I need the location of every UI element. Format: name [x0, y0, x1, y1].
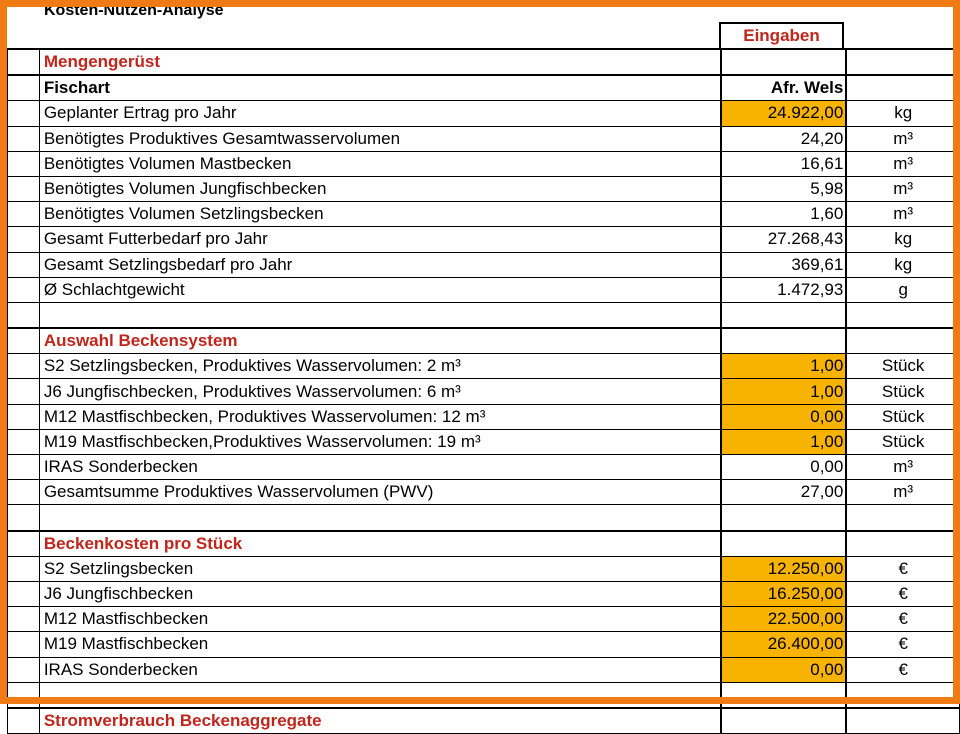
row-gutter-cell[interactable] — [8, 607, 40, 632]
label-cell[interactable]: Gesamt Setzlingsbedarf pro Jahr — [39, 252, 720, 277]
unit-cell[interactable]: € — [846, 607, 959, 632]
row-gutter-cell[interactable] — [8, 379, 40, 404]
value-cell[interactable] — [721, 708, 847, 734]
row-gutter-cell[interactable] — [8, 505, 40, 531]
label-cell[interactable]: J6 Jungfischbecken, Produktives Wasservolumen: 6 m³ — [39, 379, 720, 404]
label-cell[interactable]: Benötigtes Volumen Mastbecken — [39, 151, 720, 176]
row-gutter-cell[interactable] — [8, 556, 40, 581]
label-cell[interactable]: Geplanter Ertrag pro Jahr — [39, 101, 720, 126]
value-cell[interactable] — [721, 505, 847, 531]
input-value-cell[interactable]: 0,00 — [721, 657, 847, 682]
label-cell[interactable] — [39, 682, 720, 708]
unit-cell[interactable]: kg — [846, 227, 959, 252]
label-cell[interactable] — [39, 505, 720, 531]
label-cell[interactable] — [39, 302, 720, 328]
value-cell[interactable]: 0,00 — [721, 455, 847, 480]
table-row — [8, 126, 960, 151]
unit-cell[interactable]: g — [846, 277, 959, 302]
section-title-cell[interactable]: Beckenkosten pro Stück — [39, 531, 720, 557]
input-value-cell[interactable]: 1,00 — [721, 379, 847, 404]
unit-cell[interactable]: € — [846, 657, 959, 682]
column-header-row — [8, 75, 960, 101]
value-cell[interactable]: 369,61 — [721, 252, 847, 277]
unit-cell[interactable]: m³ — [846, 151, 959, 176]
value-cell[interactable]: 27,00 — [721, 480, 847, 505]
row-gutter-cell[interactable] — [8, 252, 40, 277]
value-cell[interactable]: 1,60 — [721, 202, 847, 227]
label-cell[interactable]: S2 Setzlingsbecken — [39, 556, 720, 581]
value-cell[interactable]: 24,20 — [721, 126, 847, 151]
table-row — [8, 227, 960, 252]
value-cell[interactable]: 1.472,93 — [721, 277, 847, 302]
input-value-cell[interactable]: 12.250,00 — [721, 556, 847, 581]
unit-cell[interactable] — [846, 328, 959, 354]
table-row — [8, 302, 960, 328]
label-cell[interactable]: M12 Mastfischbecken — [39, 607, 720, 632]
row-gutter-cell[interactable] — [8, 480, 40, 505]
row-gutter-cell[interactable] — [8, 49, 40, 75]
unit-cell[interactable]: m³ — [846, 480, 959, 505]
value-cell[interactable] — [721, 49, 847, 75]
row-gutter-cell[interactable] — [8, 531, 40, 557]
table-row — [8, 404, 960, 429]
unit-cell[interactable] — [846, 505, 959, 531]
row-gutter-cell[interactable] — [8, 657, 40, 682]
table-row — [8, 151, 960, 176]
table-row — [8, 354, 960, 379]
value-cell[interactable]: 16,61 — [721, 151, 847, 176]
unit-cell[interactable]: kg — [846, 101, 959, 126]
label-cell[interactable]: Benötigtes Volumen Setzlingsbecken — [39, 202, 720, 227]
row-gutter-cell[interactable] — [8, 202, 40, 227]
label-cell[interactable]: M19 Mastfischbecken — [39, 632, 720, 657]
unit-cell[interactable]: m³ — [846, 455, 959, 480]
unit-cell[interactable]: Stück — [846, 404, 959, 429]
table-row — [8, 480, 960, 505]
value-cell[interactable] — [721, 302, 847, 328]
unit-cell[interactable]: m³ — [846, 202, 959, 227]
table-row — [8, 682, 960, 708]
row-gutter-cell[interactable] — [8, 708, 40, 734]
label-cell[interactable]: M12 Mastfischbecken, Produktives Wasservolumen: 12 m³ — [39, 404, 720, 429]
table-row — [8, 505, 960, 531]
input-value-cell[interactable]: 0,00 — [721, 404, 847, 429]
input-value-cell[interactable]: 22.500,00 — [721, 607, 847, 632]
table-row — [8, 277, 960, 302]
unit-cell[interactable]: € — [846, 632, 959, 657]
unit-cell[interactable] — [846, 302, 959, 328]
section-row — [8, 49, 960, 75]
row-gutter-cell[interactable] — [8, 176, 40, 201]
section-title-cell[interactable]: Mengengerüst — [39, 49, 720, 75]
row-gutter-cell[interactable] — [8, 404, 40, 429]
value-cell[interactable]: 27.268,43 — [721, 227, 847, 252]
unit-cell[interactable] — [846, 531, 959, 557]
label-cell[interactable]: Benötigtes Produktives Gesamtwasservolumen — [39, 126, 720, 151]
label-cell[interactable]: Ø Schlachtgewicht — [39, 277, 720, 302]
unit-cell[interactable] — [846, 682, 959, 708]
row-gutter-cell[interactable] — [8, 354, 40, 379]
label-cell[interactable]: Gesamtsumme Produktives Wasservolumen (PWV) — [39, 480, 720, 505]
section-row — [8, 328, 960, 354]
row-gutter-cell[interactable] — [8, 455, 40, 480]
row-gutter-cell[interactable] — [8, 632, 40, 657]
input-value-cell[interactable]: 1,00 — [721, 429, 847, 454]
table-row — [8, 581, 960, 606]
unit-cell[interactable] — [846, 708, 959, 734]
row-gutter-cell[interactable] — [8, 302, 40, 328]
section-title-cell[interactable]: Auswahl Beckensystem — [39, 328, 720, 354]
table-row — [8, 607, 960, 632]
table-row — [8, 657, 960, 682]
label-cell[interactable]: Gesamt Futterbedarf pro Jahr — [39, 227, 720, 252]
row-gutter-cell[interactable] — [8, 277, 40, 302]
input-value-cell[interactable]: 16.250,00 — [721, 581, 847, 606]
value-cell[interactable]: Afr. Wels — [721, 75, 847, 101]
eingaben-header: Eingaben — [719, 22, 844, 48]
label-cell[interactable]: S2 Setzlingsbecken, Produktives Wasservolumen: 2 m³ — [39, 354, 720, 379]
table-row — [8, 632, 960, 657]
sheet-title: Kosten-Nutzen-Analyse — [44, 2, 224, 19]
unit-cell[interactable]: kg — [846, 252, 959, 277]
unit-cell[interactable]: m³ — [846, 126, 959, 151]
row-gutter-cell[interactable] — [8, 126, 40, 151]
label-cell[interactable]: M19 Mastfischbecken,Produktives Wasservolumen: 19 m³ — [39, 429, 720, 454]
table-row — [8, 429, 960, 454]
unit-cell[interactable]: Stück — [846, 429, 959, 454]
label-cell[interactable]: Fischart — [39, 75, 720, 101]
row-gutter-cell[interactable] — [8, 151, 40, 176]
row-gutter-cell[interactable] — [8, 227, 40, 252]
table-row — [8, 252, 960, 277]
value-cell[interactable] — [721, 328, 847, 354]
section-row — [8, 708, 960, 734]
spreadsheet-table — [7, 48, 960, 734]
section-row — [8, 531, 960, 557]
input-value-cell[interactable]: 26.400,00 — [721, 632, 847, 657]
row-gutter-cell[interactable] — [8, 682, 40, 708]
label-cell[interactable]: IRAS Sonderbecken — [39, 657, 720, 682]
table-row — [8, 379, 960, 404]
input-value-cell[interactable]: 24.922,00 — [721, 101, 847, 126]
table-row — [8, 556, 960, 581]
table-row — [8, 202, 960, 227]
row-gutter-cell[interactable] — [8, 429, 40, 454]
unit-cell[interactable]: € — [846, 581, 959, 606]
unit-cell[interactable]: m³ — [846, 176, 959, 201]
row-gutter-cell[interactable] — [8, 75, 40, 101]
section-title-cell[interactable]: Stromverbrauch Beckenaggregate — [39, 708, 720, 734]
table-row — [8, 455, 960, 480]
label-cell[interactable]: J6 Jungfischbecken — [39, 581, 720, 606]
unit-cell[interactable]: Stück — [846, 379, 959, 404]
unit-cell[interactable] — [846, 75, 959, 101]
table-row — [8, 176, 960, 201]
input-value-cell[interactable]: 1,00 — [721, 354, 847, 379]
table-row — [8, 101, 960, 126]
value-cell[interactable] — [721, 682, 847, 708]
label-cell[interactable]: IRAS Sonderbecken — [39, 455, 720, 480]
unit-cell[interactable]: Stück — [846, 354, 959, 379]
value-cell[interactable] — [721, 531, 847, 557]
row-gutter-cell[interactable] — [8, 101, 40, 126]
value-cell[interactable]: 5,98 — [721, 176, 847, 201]
unit-cell[interactable] — [846, 49, 959, 75]
row-gutter-cell[interactable] — [8, 581, 40, 606]
row-gutter-cell[interactable] — [8, 328, 40, 354]
unit-cell[interactable]: € — [846, 556, 959, 581]
label-cell[interactable]: Benötigtes Volumen Jungfischbecken — [39, 176, 720, 201]
